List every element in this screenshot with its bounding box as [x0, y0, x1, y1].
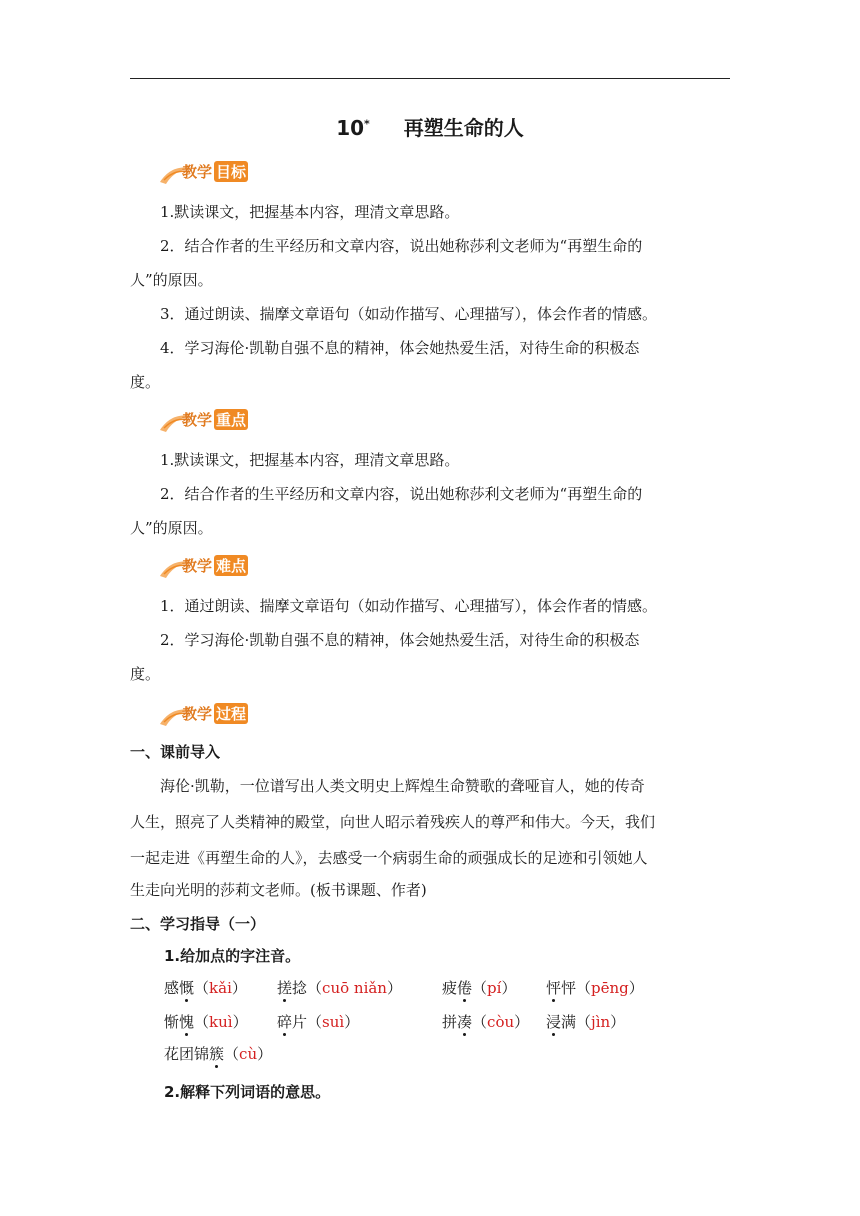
section-heading: 二、学习指导（一） — [130, 915, 266, 933]
lesson-title-text: 再塑生命的人 — [403, 116, 524, 140]
objective-line: 度。 — [130, 373, 161, 391]
vocab-item: 疲倦（pí） — [442, 979, 517, 997]
lesson-title — [0, 112, 860, 141]
paragraph-line: 生走向光明的莎莉文老师。(板书课题、作者) — [130, 881, 427, 899]
vocab-item: 怦怦（pēng） — [546, 979, 644, 997]
badge-teaching-key-points: 教学 重点 — [158, 404, 254, 434]
difficulty-line: 2．学习海伦·凯勒自强不息的精神，体会她热爱生活，对待生命的积极态 — [160, 631, 640, 649]
vocab-item: 浸满（jìn） — [546, 1013, 626, 1031]
lesson-number: 10* — [336, 116, 370, 140]
vocab-item: 惭愧（kuì） — [164, 1013, 248, 1031]
vocab-item: 感慨（kǎi） — [164, 979, 247, 997]
difficulty-line: 度。 — [130, 665, 161, 683]
vocab-item: 搓捻（cuō niǎn） — [277, 979, 402, 997]
vocab-item: 花团锦簇（cù） — [164, 1045, 273, 1063]
question-heading: 1.给加点的字注音。 — [164, 947, 301, 965]
objective-line: 1.默读课文，把握基本内容，理清文章思路。 — [160, 203, 460, 221]
objective-line: 4．学习海伦·凯勒自强不息的精神，体会她热爱生活，对待生命的积极态 — [160, 339, 640, 357]
badge-teaching-process: 教学 过程 — [158, 698, 254, 728]
vocab-item: 拼凑（còu） — [442, 1013, 530, 1031]
objective-line: 3．通过朗读、揣摩文章语句（如动作描写、心理描写），体会作者的情感。 — [160, 305, 658, 323]
difficulty-line: 1．通过朗读、揣摩文章语句（如动作描写、心理描写），体会作者的情感。 — [160, 597, 658, 615]
objective-line: 人”的原因。 — [130, 271, 213, 289]
key-point-line: 人”的原因。 — [130, 519, 213, 537]
key-point-line: 2．结合作者的生平经历和文章内容，说出她称莎利文老师为“再塑生命的 — [160, 485, 643, 503]
badge-teaching-difficulties: 教学 难点 — [158, 550, 254, 580]
objective-line: 2．结合作者的生平经历和文章内容，说出她称莎利文老师为“再塑生命的 — [160, 237, 643, 255]
paragraph-line: 一起走进《再塑生命的人》，去感受一个病弱生命的顽强成长的足迹和引领她人 — [130, 849, 648, 867]
paragraph-line: 海伦·凯勒，一位谱写出人类文明史上辉煌生命赞歌的聋哑盲人，她的传奇 — [160, 777, 645, 795]
section-heading: 一、课前导入 — [130, 743, 221, 761]
badge-teaching-objectives: 教学 目标 — [158, 156, 254, 186]
header-rule — [130, 78, 730, 79]
vocab-item: 碎片（suì） — [277, 1013, 360, 1031]
key-point-line: 1.默读课文，把握基本内容，理清文章思路。 — [160, 451, 460, 469]
question-heading: 2.解释下列词语的意思。 — [164, 1083, 331, 1101]
paragraph-line: 人生，照亮了人类精神的殿堂，向世人昭示着残疾人的尊严和伟大。今天，我们 — [130, 813, 656, 831]
